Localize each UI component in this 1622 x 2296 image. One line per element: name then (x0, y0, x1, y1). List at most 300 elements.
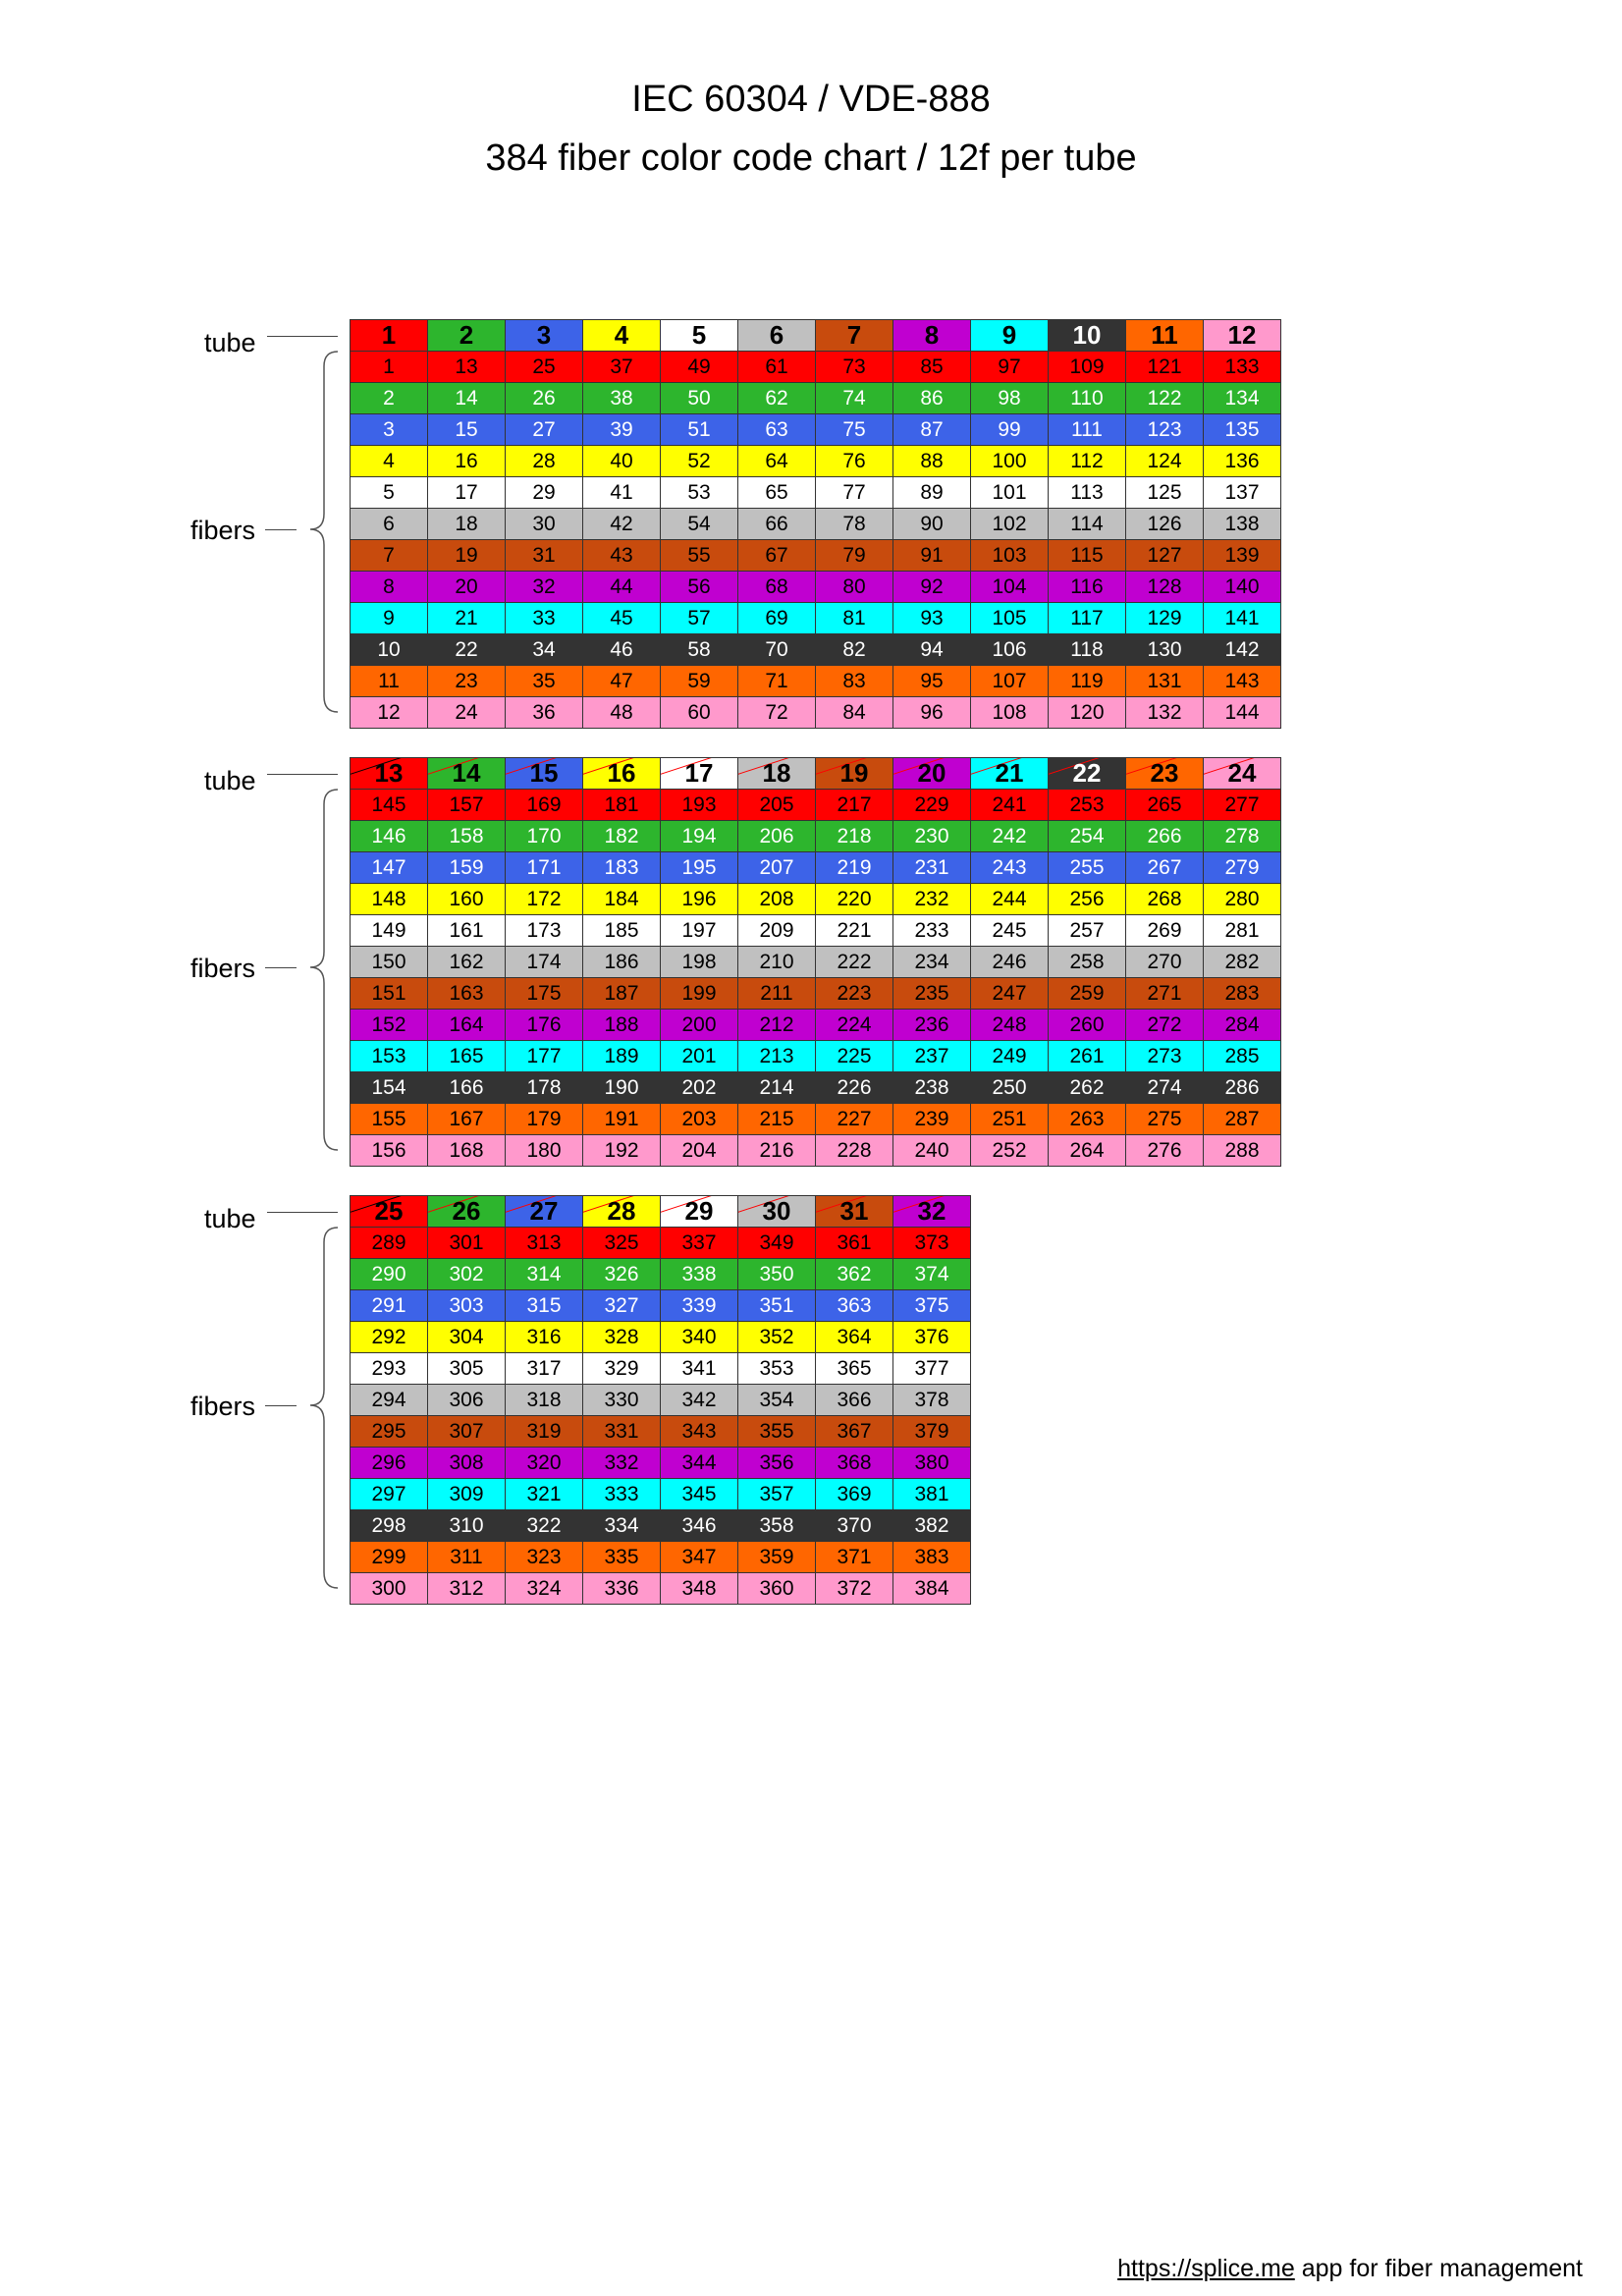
fiber-cell: 106 (971, 634, 1049, 666)
fiber-cell: 263 (1049, 1104, 1126, 1135)
fiber-cell: 176 (506, 1010, 583, 1041)
fiber-row (351, 1573, 971, 1605)
fiber-row (351, 947, 1281, 978)
fiber-cell: 29 (506, 477, 583, 509)
tube-cell (583, 1196, 661, 1228)
tube-number: 5 (691, 320, 707, 350)
tube-cell (428, 1196, 506, 1228)
fiber-cell: 74 (816, 383, 893, 414)
fiber-cell: 353 (738, 1353, 816, 1385)
fiber-cell: 50 (661, 383, 738, 414)
fiber-cell: 359 (738, 1542, 816, 1573)
fiber-cell: 63 (738, 414, 816, 446)
fiber-cell: 190 (583, 1072, 661, 1104)
fiber-cell: 243 (971, 852, 1049, 884)
fiber-cell: 112 (1049, 446, 1126, 477)
tube-number: 30 (762, 1196, 791, 1226)
fiber-row (351, 477, 1281, 509)
fiber-cell: 209 (738, 915, 816, 947)
fiber-cell: 133 (1204, 352, 1281, 383)
fiber-cell: 220 (816, 884, 893, 915)
fiber-cell: 292 (351, 1322, 428, 1353)
fiber-cell: 27 (506, 414, 583, 446)
fiber-cell: 323 (506, 1542, 583, 1573)
fiber-row (351, 1072, 1281, 1104)
tube-number: 3 (536, 320, 552, 350)
fiber-cell: 248 (971, 1010, 1049, 1041)
fiber-cell: 179 (506, 1104, 583, 1135)
tube-cell (893, 320, 971, 352)
fiber-cell: 47 (583, 666, 661, 697)
fiber-cell: 167 (428, 1104, 506, 1135)
fiber-cell: 358 (738, 1510, 816, 1542)
fiber-cell: 249 (971, 1041, 1049, 1072)
fiber-cell: 92 (893, 572, 971, 603)
fiber-cell: 165 (428, 1041, 506, 1072)
fiber-cell: 134 (1204, 383, 1281, 414)
fiber-cell: 286 (1204, 1072, 1281, 1104)
tube-cell (583, 320, 661, 352)
fiber-cell: 142 (1204, 634, 1281, 666)
fiber-cell: 351 (738, 1290, 816, 1322)
fiber-cell: 289 (351, 1228, 428, 1259)
fiber-cell: 67 (738, 540, 816, 572)
fiber-cell: 85 (893, 352, 971, 383)
fiber-cell: 268 (1126, 884, 1204, 915)
fiber-row (351, 1041, 1281, 1072)
fiber-cell: 271 (1126, 978, 1204, 1010)
fiber-cell: 61 (738, 352, 816, 383)
tube-label: tube (204, 328, 256, 357)
fiber-cell: 265 (1126, 790, 1204, 821)
fiber-cell: 293 (351, 1353, 428, 1385)
fiber-cell: 125 (1126, 477, 1204, 509)
fiber-cell: 108 (971, 697, 1049, 729)
fiber-cell: 356 (738, 1448, 816, 1479)
fiber-cell: 229 (893, 790, 971, 821)
fiber-cell: 294 (351, 1385, 428, 1416)
tube-number: 29 (684, 1196, 714, 1226)
fiber-cell: 118 (1049, 634, 1126, 666)
fiber-cell: 28 (506, 446, 583, 477)
fiber-cell: 302 (428, 1259, 506, 1290)
fiber-cell: 177 (506, 1041, 583, 1072)
fiber-cell: 239 (893, 1104, 971, 1135)
fiber-cell: 360 (738, 1573, 816, 1605)
fiber-cell: 251 (971, 1104, 1049, 1135)
fiber-cell: 1 (351, 352, 428, 383)
tube-number: 8 (924, 320, 940, 350)
fiber-cell: 325 (583, 1228, 661, 1259)
fiber-cell: 321 (506, 1479, 583, 1510)
fiber-cell: 189 (583, 1041, 661, 1072)
fiber-cell: 132 (1126, 697, 1204, 729)
fiber-cell: 247 (971, 978, 1049, 1010)
fiber-cell: 98 (971, 383, 1049, 414)
fiber-cell: 68 (738, 572, 816, 603)
fiber-cell: 215 (738, 1104, 816, 1135)
fiber-cell: 172 (506, 884, 583, 915)
fiber-cell: 192 (583, 1135, 661, 1167)
fiber-cell: 258 (1049, 947, 1126, 978)
tube-cell (1204, 320, 1281, 352)
fiber-cell: 304 (428, 1322, 506, 1353)
fiber-row (351, 852, 1281, 884)
fiber-cell: 96 (893, 697, 971, 729)
fiber-cell: 39 (583, 414, 661, 446)
fiber-cell: 180 (506, 1135, 583, 1167)
fiber-cell: 335 (583, 1542, 661, 1573)
tube-cell (971, 758, 1049, 790)
fiber-cell: 198 (661, 947, 738, 978)
fiber-cell: 11 (351, 666, 428, 697)
fiber-cell: 31 (506, 540, 583, 572)
fiber-cell: 264 (1049, 1135, 1126, 1167)
tube-block (0, 319, 1622, 751)
fiber-cell: 90 (893, 509, 971, 540)
fiber-cell: 103 (971, 540, 1049, 572)
tube-cell (506, 758, 583, 790)
fiber-cell: 143 (1204, 666, 1281, 697)
tube-header-row (351, 320, 1281, 352)
fiber-cell: 99 (971, 414, 1049, 446)
fiber-cell: 376 (893, 1322, 971, 1353)
fiber-cell: 284 (1204, 1010, 1281, 1041)
fiber-cell: 116 (1049, 572, 1126, 603)
fiber-cell: 20 (428, 572, 506, 603)
fiber-cell: 262 (1049, 1072, 1126, 1104)
fiber-cell: 10 (351, 634, 428, 666)
fiber-cell: 5 (351, 477, 428, 509)
fiber-cell: 354 (738, 1385, 816, 1416)
tube-label: tube (204, 766, 256, 795)
fiber-cell: 250 (971, 1072, 1049, 1104)
fiber-cell: 37 (583, 352, 661, 383)
fiber-cell: 296 (351, 1448, 428, 1479)
fiber-cell: 109 (1049, 352, 1126, 383)
fiber-cell: 173 (506, 915, 583, 947)
fiber-cell: 301 (428, 1228, 506, 1259)
fiber-cell: 276 (1126, 1135, 1204, 1167)
fiber-cell: 119 (1049, 666, 1126, 697)
fiber-cell: 291 (351, 1290, 428, 1322)
tube-number: 19 (839, 758, 869, 788)
fiber-cell: 326 (583, 1259, 661, 1290)
fiber-cell: 202 (661, 1072, 738, 1104)
fiber-cell: 269 (1126, 915, 1204, 947)
fiber-cell: 136 (1204, 446, 1281, 477)
tube-cell (1126, 320, 1204, 352)
fiber-row (351, 1322, 971, 1353)
tube-number: 17 (684, 758, 714, 788)
fiber-row (351, 1228, 971, 1259)
fiber-cell: 79 (816, 540, 893, 572)
fiber-cell: 35 (506, 666, 583, 697)
fiber-cell: 144 (1204, 697, 1281, 729)
color-code-table (350, 1195, 971, 1605)
tube-number: 11 (1151, 320, 1178, 350)
fiber-cell: 141 (1204, 603, 1281, 634)
fiber-cell: 274 (1126, 1072, 1204, 1104)
fibers-label: fibers (190, 1392, 256, 1421)
fiber-cell: 379 (893, 1416, 971, 1448)
tube-block (0, 1195, 1622, 1627)
fiber-cell: 12 (351, 697, 428, 729)
fiber-cell: 53 (661, 477, 738, 509)
tube-number: 27 (529, 1196, 559, 1226)
tube-number: 6 (769, 320, 784, 350)
fiber-cell: 211 (738, 978, 816, 1010)
fiber-cell: 230 (893, 821, 971, 852)
fiber-cell: 32 (506, 572, 583, 603)
fiber-row (351, 572, 1281, 603)
fiber-cell: 187 (583, 978, 661, 1010)
fiber-cell: 266 (1126, 821, 1204, 852)
fiber-cell: 127 (1126, 540, 1204, 572)
fiber-cell: 87 (893, 414, 971, 446)
tube-block (0, 757, 1622, 1189)
fiber-cell: 279 (1204, 852, 1281, 884)
fiber-row (351, 540, 1281, 572)
fiber-cell: 341 (661, 1353, 738, 1385)
fiber-row (351, 1479, 971, 1510)
fiber-cell: 105 (971, 603, 1049, 634)
fiber-cell: 334 (583, 1510, 661, 1542)
tube-number: 25 (374, 1196, 404, 1226)
fiber-cell: 91 (893, 540, 971, 572)
tube-number: 28 (607, 1196, 636, 1226)
fiber-cell: 55 (661, 540, 738, 572)
fiber-cell: 223 (816, 978, 893, 1010)
tube-cell (506, 1196, 583, 1228)
fiber-cell: 333 (583, 1479, 661, 1510)
tube-cell (1204, 758, 1281, 790)
fiber-cell: 297 (351, 1479, 428, 1510)
fiber-row (351, 915, 1281, 947)
fiber-cell: 217 (816, 790, 893, 821)
fiber-cell: 199 (661, 978, 738, 1010)
fiber-cell: 363 (816, 1290, 893, 1322)
fiber-cell: 146 (351, 821, 428, 852)
fiber-cell: 156 (351, 1135, 428, 1167)
footer-text: app for fiber management (1294, 2255, 1583, 2282)
fiber-cell: 78 (816, 509, 893, 540)
fiber-cell: 225 (816, 1041, 893, 1072)
fiber-cell: 25 (506, 352, 583, 383)
fiber-cell: 213 (738, 1041, 816, 1072)
fiber-cell: 151 (351, 978, 428, 1010)
footer-link[interactable]: https://splice.me (1117, 2255, 1295, 2282)
fiber-cell: 107 (971, 666, 1049, 697)
fiber-cell: 22 (428, 634, 506, 666)
fiber-cell: 313 (506, 1228, 583, 1259)
fiber-cell: 308 (428, 1448, 506, 1479)
fiber-cell: 210 (738, 947, 816, 978)
tube-number: 10 (1072, 320, 1102, 350)
fiber-row (351, 1135, 1281, 1167)
fiber-cell: 370 (816, 1510, 893, 1542)
fiber-cell: 207 (738, 852, 816, 884)
fiber-cell: 75 (816, 414, 893, 446)
fiber-cell: 170 (506, 821, 583, 852)
fiber-cell: 148 (351, 884, 428, 915)
fiber-cell: 193 (661, 790, 738, 821)
fiber-cell: 77 (816, 477, 893, 509)
tube-cell (816, 1196, 893, 1228)
fiber-cell: 195 (661, 852, 738, 884)
fiber-cell: 51 (661, 414, 738, 446)
fiber-cell: 259 (1049, 978, 1126, 1010)
fiber-row (351, 978, 1281, 1010)
fiber-cell: 285 (1204, 1041, 1281, 1072)
fiber-cell: 374 (893, 1259, 971, 1290)
fiber-cell: 163 (428, 978, 506, 1010)
fiber-cell: 36 (506, 697, 583, 729)
fiber-cell: 200 (661, 1010, 738, 1041)
fiber-cell: 332 (583, 1448, 661, 1479)
fiber-cell: 383 (893, 1542, 971, 1573)
fiber-cell: 15 (428, 414, 506, 446)
fiber-cell: 310 (428, 1510, 506, 1542)
fiber-cell: 153 (351, 1041, 428, 1072)
fiber-cell: 216 (738, 1135, 816, 1167)
fiber-cell: 38 (583, 383, 661, 414)
fiber-row (351, 1542, 971, 1573)
fiber-cell: 245 (971, 915, 1049, 947)
fiber-cell: 303 (428, 1290, 506, 1322)
fiber-cell: 315 (506, 1290, 583, 1322)
fiber-cell: 150 (351, 947, 428, 978)
fiber-cell: 161 (428, 915, 506, 947)
fiber-row (351, 790, 1281, 821)
fiber-cell: 336 (583, 1573, 661, 1605)
fiber-cell: 4 (351, 446, 428, 477)
tube-number: 26 (452, 1196, 481, 1226)
tube-cell (738, 758, 816, 790)
fiber-cell: 88 (893, 446, 971, 477)
tube-cell (583, 758, 661, 790)
tube-cell (1049, 758, 1126, 790)
fiber-cell: 34 (506, 634, 583, 666)
tube-number: 2 (459, 320, 474, 350)
fiber-cell: 183 (583, 852, 661, 884)
fiber-cell: 377 (893, 1353, 971, 1385)
fiber-cell: 378 (893, 1385, 971, 1416)
fiber-row (351, 1010, 1281, 1041)
fiber-cell: 139 (1204, 540, 1281, 572)
fiber-cell: 162 (428, 947, 506, 978)
fiber-cell: 346 (661, 1510, 738, 1542)
fiber-cell: 342 (661, 1385, 738, 1416)
fiber-cell: 168 (428, 1135, 506, 1167)
fiber-cell: 100 (971, 446, 1049, 477)
tube-cell (351, 320, 428, 352)
fiber-cell: 295 (351, 1416, 428, 1448)
fiber-cell: 80 (816, 572, 893, 603)
fiber-cell: 244 (971, 884, 1049, 915)
fiber-cell: 121 (1126, 352, 1204, 383)
tube-cell (971, 320, 1049, 352)
fiber-cell: 73 (816, 352, 893, 383)
fiber-cell: 26 (506, 383, 583, 414)
fiber-cell: 273 (1126, 1041, 1204, 1072)
fiber-cell: 178 (506, 1072, 583, 1104)
fiber-cell: 237 (893, 1041, 971, 1072)
tube-number: 12 (1227, 320, 1257, 350)
fiber-cell: 128 (1126, 572, 1204, 603)
fiber-row (351, 1290, 971, 1322)
fiber-cell: 261 (1049, 1041, 1126, 1072)
fiber-cell: 349 (738, 1228, 816, 1259)
fiber-cell: 145 (351, 790, 428, 821)
fiber-cell: 72 (738, 697, 816, 729)
fiber-cell: 89 (893, 477, 971, 509)
tube-header-row (351, 1196, 971, 1228)
fiber-cell: 94 (893, 634, 971, 666)
fiber-cell: 102 (971, 509, 1049, 540)
fiber-cell: 110 (1049, 383, 1126, 414)
tube-cell (428, 758, 506, 790)
fiber-cell: 43 (583, 540, 661, 572)
fiber-cell: 311 (428, 1542, 506, 1573)
tube-number: 21 (995, 758, 1024, 788)
fiber-row (351, 1259, 971, 1290)
fiber-cell: 42 (583, 509, 661, 540)
fiber-cell: 188 (583, 1010, 661, 1041)
tube-cell (893, 758, 971, 790)
fiber-cell: 58 (661, 634, 738, 666)
fiber-cell: 6 (351, 509, 428, 540)
fiber-cell: 93 (893, 603, 971, 634)
fiber-cell: 194 (661, 821, 738, 852)
tube-cell (738, 320, 816, 352)
fiber-cell: 120 (1049, 697, 1126, 729)
fiber-cell: 355 (738, 1416, 816, 1448)
fiber-cell: 373 (893, 1228, 971, 1259)
fiber-cell: 171 (506, 852, 583, 884)
fiber-cell: 59 (661, 666, 738, 697)
fiber-cell: 277 (1204, 790, 1281, 821)
fiber-cell: 8 (351, 572, 428, 603)
fiber-cell: 280 (1204, 884, 1281, 915)
fiber-cell: 260 (1049, 1010, 1126, 1041)
fiber-cell: 137 (1204, 477, 1281, 509)
fiber-cell: 364 (816, 1322, 893, 1353)
fiber-row (351, 509, 1281, 540)
fiber-cell: 309 (428, 1479, 506, 1510)
tube-number: 13 (374, 758, 404, 788)
tube-cell (893, 1196, 971, 1228)
fiber-cell: 185 (583, 915, 661, 947)
fiber-cell: 307 (428, 1416, 506, 1448)
color-code-table (350, 757, 1281, 1167)
fiber-row (351, 884, 1281, 915)
tube-number: 32 (917, 1196, 946, 1226)
fiber-cell: 157 (428, 790, 506, 821)
fiber-cell: 174 (506, 947, 583, 978)
fiber-cell: 212 (738, 1010, 816, 1041)
fiber-cell: 196 (661, 884, 738, 915)
fiber-cell: 104 (971, 572, 1049, 603)
fiber-cell: 131 (1126, 666, 1204, 697)
fiber-cell: 327 (583, 1290, 661, 1322)
tube-number: 22 (1072, 758, 1102, 788)
chart-subtitle: 384 fiber color code chart / 12f per tube (485, 137, 1137, 179)
fiber-cell: 272 (1126, 1010, 1204, 1041)
fiber-cell: 186 (583, 947, 661, 978)
fiber-cell: 288 (1204, 1135, 1281, 1167)
tube-number: 15 (529, 758, 559, 788)
